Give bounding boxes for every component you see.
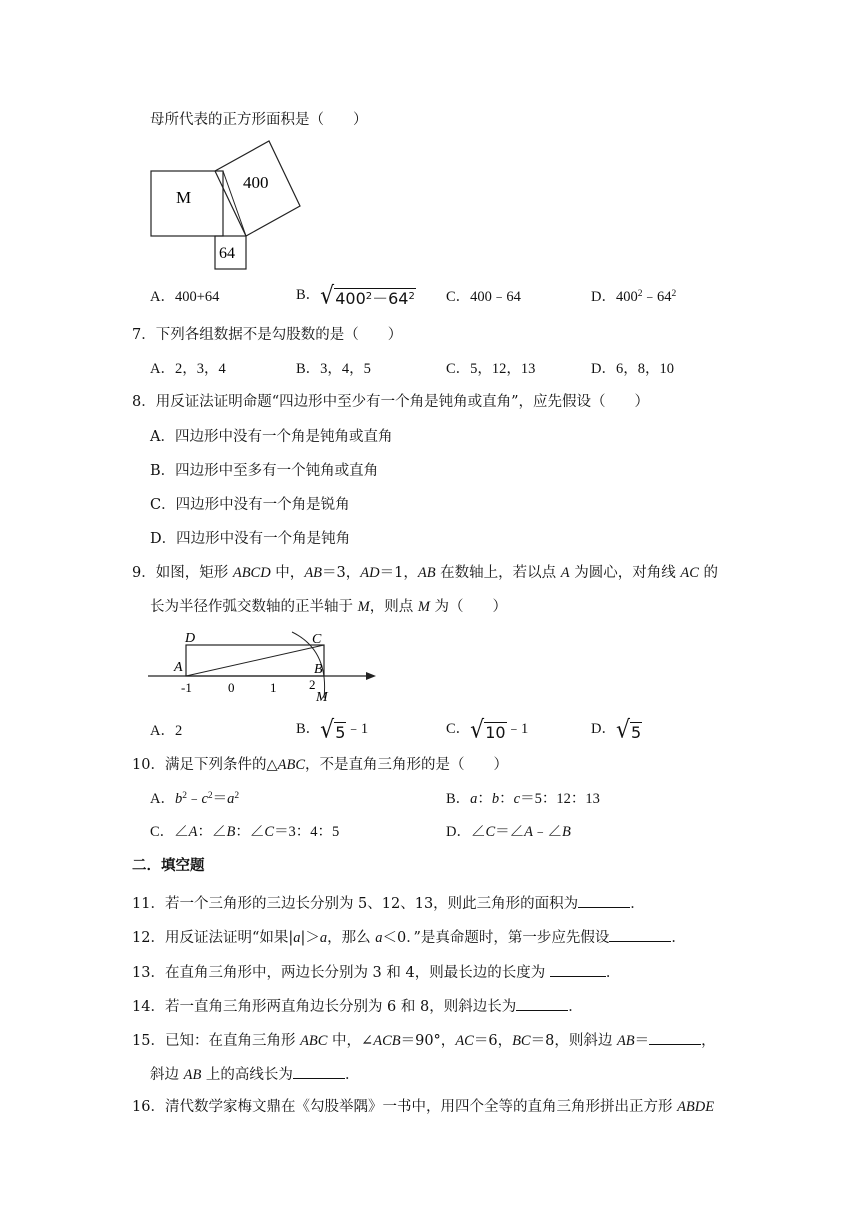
q10-option-c: C．∠A：∠B：∠C＝3：4：5 (150, 824, 340, 840)
q6-option-d: D．$400^2﹣64^2$ (591, 289, 677, 305)
q15-line1: 15．已知：在直角三角形 ABC 中，∠ACB＝90°，AC＝6，BC＝8，则斜边 AB＝ ， (132, 1029, 716, 1051)
q8-option-b: B．四边形中至多有一个钝角或直角 (150, 463, 379, 479)
q8-option-d: D．四边形中没有一个角是钝角 (150, 531, 351, 547)
q6-label-400: 400 (243, 173, 269, 192)
q9-tick-1: 1 (270, 680, 277, 695)
q10-option-b: B．a：b：c＝5：12：13 (446, 791, 600, 807)
q7-stem: 7．下列各组数据不是勾股数的是（ ） (132, 327, 403, 343)
q9-label-A: A (174, 660, 183, 675)
q6-label-64: 64 (219, 245, 235, 262)
q12-answer-blank[interactable] (609, 926, 671, 942)
q9-tick-2: 2 (309, 677, 316, 692)
q7-option-d: D．6，8，10 (591, 361, 674, 377)
q9-label-B: B (314, 662, 323, 677)
q6-stem-tail: 母所代表的正方形面积是（ ） (150, 112, 368, 128)
q14: 14．若一直角三角形两直角边长分别为 6 和 8，则斜边长为 ． (132, 995, 583, 1017)
q11-answer-blank[interactable] (578, 892, 630, 908)
q7-option-b: B．3，4，5 (296, 361, 371, 377)
q9-figure (146, 626, 382, 706)
section-heading-fill-blank: 二．填空题 (132, 857, 205, 874)
q13-answer-blank[interactable] (550, 961, 606, 977)
q9-option-a: A．2 (150, 723, 183, 739)
q6-option-a: A．400+64 (150, 289, 220, 305)
q9-label-D: D (185, 631, 196, 646)
q9-option-d: D． √ 5 (591, 716, 642, 745)
q14-answer-blank[interactable] (516, 995, 568, 1011)
q8-option-a: A．四边形中没有一个角是钝角或直角 (150, 429, 393, 445)
q11: 11．若一个三角形的三边长分别为 5、12、13，则此三角形的面积为 ． (132, 892, 645, 914)
q9-option-c: C． √ 10 ﹣1 (446, 716, 529, 745)
q9-tick-minus1: -1 (181, 680, 192, 695)
q9-tick-0: 0 (228, 680, 235, 695)
q10-stem: 10．满足下列条件的△ABC，不是直角三角形的是（ ） (132, 757, 508, 773)
q12: 12．用反证法证明“如果|a|＞a，那么 a＜0．”是真命题时，第一步应先假设 ． (132, 926, 686, 948)
q15-answer-blank-2[interactable] (293, 1063, 345, 1079)
q6-option-c: C．400﹣64 (446, 289, 521, 305)
q9-option-b: B． √ 5 ﹣1 (296, 716, 369, 745)
q9-label-M: M (316, 690, 328, 705)
q9-stem-line2: 长为半径作弧交数轴的正半轴于 M，则点 M 为（ ） (150, 599, 508, 615)
q10-option-a: A．$b^2﹣c^2=a^2$ (150, 791, 240, 807)
q10-option-d: D．∠C＝∠A﹣∠B (446, 824, 571, 840)
q13: 13．在直角三角形中，两边长分别为 3 和 4，则最长边的长度为 ． (132, 961, 620, 983)
q15-answer-blank-1[interactable] (649, 1029, 701, 1045)
q7-option-c: C．5，12，13 (446, 361, 536, 377)
q16-line1: 16．清代数学家梅文鼎在《勾股举隅》一书中，用四个全等的直角三角形拼出正方形 ABDE (132, 1099, 715, 1115)
q6-option-b: B． √ $400^2-64^2$ (296, 282, 415, 311)
q8-option-c: C．四边形中没有一个角是锐角 (150, 497, 350, 513)
q7-option-a: A．2，3，4 (150, 361, 226, 377)
q6-figure (145, 136, 325, 274)
q9-stem-line1: 9．如图，矩形 ABCD 中，AB＝3，AD＝1，AB 在数轴上，若以点 A 为圆心，对角线 AC 的 (132, 565, 718, 581)
q15-line2: 斜边 AB 上的高线长为 ． (150, 1063, 359, 1085)
q8-stem: 8．用反证法证明命题“四边形中至少有一个角是钝角或直角”，应先假设（ ） (132, 394, 650, 410)
q6-label-M: M (176, 188, 192, 207)
q9-label-C: C (312, 632, 322, 647)
